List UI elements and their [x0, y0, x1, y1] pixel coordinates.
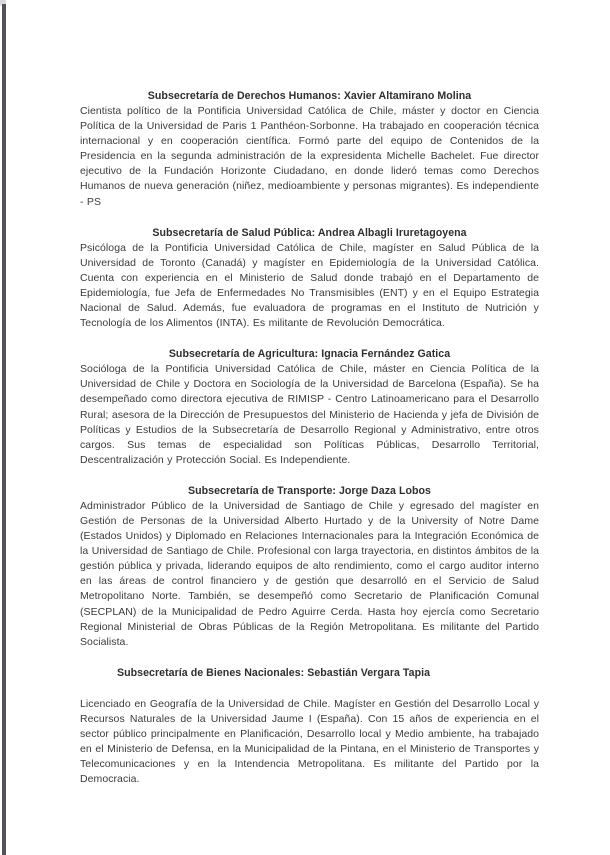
section-body: Cientista político de la Pontificia Universidad Católica de Chile, máster y doctor en Ciencia Política de la Universidad de Paris 1 Panthéon-Sorbonne. Ha trabajado en cooperación técnica internacional y en cooperación científica. Formó parte del equipo de Contenidos de la Presidencia en la segunda administración de la expresidenta Michelle Bachelet. Fue director ejecutivo de la Fundación Horizonte Ciudadano, en donde lideró temas como Derechos Humanos de nueva generación (niñez, medioambiente y personas migrantes). Es independiente - PS	[80, 105, 539, 208]
section-heading: Subsecretaría de Derechos Humanos: Xavier Altamirano Molina	[147, 90, 472, 102]
bio-section	[80, 484, 539, 650]
section-heading: Subsecretaría de Transporte: Jorge Daza Lobos	[187, 484, 432, 497]
section-heading: Subsecretaría de Agricultura: Ignacia Fernández Gatica	[168, 348, 451, 361]
bio-section	[80, 347, 539, 468]
section-heading: Subsecretaría de Salud Pública: Andrea Albagli Iruretagoyena	[152, 226, 467, 239]
bio-section	[80, 89, 539, 210]
document-sections	[80, 89, 539, 787]
section-body: Psicóloga de la Pontificia Universidad Católica de Chile, magíster en Salud Pública de la Universidad de Toronto (Canadá) y magíster en Epidemiología de la Universidad Católica. Cuenta con experiencia en el Ministerio de Salud donde trabajó en el Departamento de Epidemiología, fue Jefa de Enfermedades No Transmisibles (ENT) y en el Equipo Estrategia Nacional de Salud. Además, fue evaluadora de programas en el Instituto de Nutrición y Tecnología de los Alimentos (INTA). Es militante de Revolución Democrática.	[80, 241, 539, 330]
section-body: Administrador Público de la Universidad de Santiago de Chile y egresado del magíster en Gestión de Personas de la Universidad Alberto Hurtado y de la University of Notre Dame (Estados Unidos) y Diplomado en Relaciones Internacionales para la Integración Económica de la Universidad de Santiago de Chile. Profesional con larga trayectoria, en distintos ámbitos de la gestión pública y privada, liderando equipos de alto rendimiento, como el cargo auditor interno en las áreas de control financiero y de gestión que desarrolló en el Servicio de Salud Metropolitano Norte. También, se desempeñó como Secretario de Planificación Comunal (SECPLAN) de la Municipalidad de Pedro Aguirre Cerda. Hasta hoy ejercía como Secretario Regional Ministerial de Obras Públicas de la Región Metropolitana. Es militante del Partido Socialista.	[80, 499, 539, 648]
document-page	[6, 0, 610, 855]
bio-section	[80, 666, 539, 788]
section-body: Licenciado en Geografía de la Universidad de Chile. Magíster en Gestión del Desarrollo Local y Recursos Naturales de la Universidad Jaume I (España). Con 15 años de experiencia en el sector público principalmente en Planificación, Desarrollo local y Medio ambiente, ha trabajado en el Ministerio de Defensa, en la Municipalidad de la Pintana, en el Ministerio de Transportes y Telecomunicaciones y en la Intendencia Metropolitana. Es militante del Partido por la Democracia.	[80, 697, 539, 786]
section-heading: Subsecretaría de Bienes Nacionales: Sebastián Vergara Tapia	[117, 666, 431, 679]
bio-section	[80, 226, 539, 332]
section-body: Socióloga de la Pontificia Universidad Católica de Chile, máster en Ciencia Política de la Universidad de Chile y Doctora en Sociología de la Universidad de Barcelona (España). Se ha desempeñado como directora ejecutiva de RIMISP - Centro Latinoamericano para el Desarrollo Rural; asesora de la Dirección de Presupuestos del Ministerio de Hacienda y jefa de División de Políticas y Estudios de la Subsecretaría de Desarrollo Regional y Administrativo, entre otros cargos. Sus temas de especialidad son Políticas Públicas, Desarrollo Territorial, Descentralización y Protección Social. Es Independiente.	[80, 363, 539, 466]
